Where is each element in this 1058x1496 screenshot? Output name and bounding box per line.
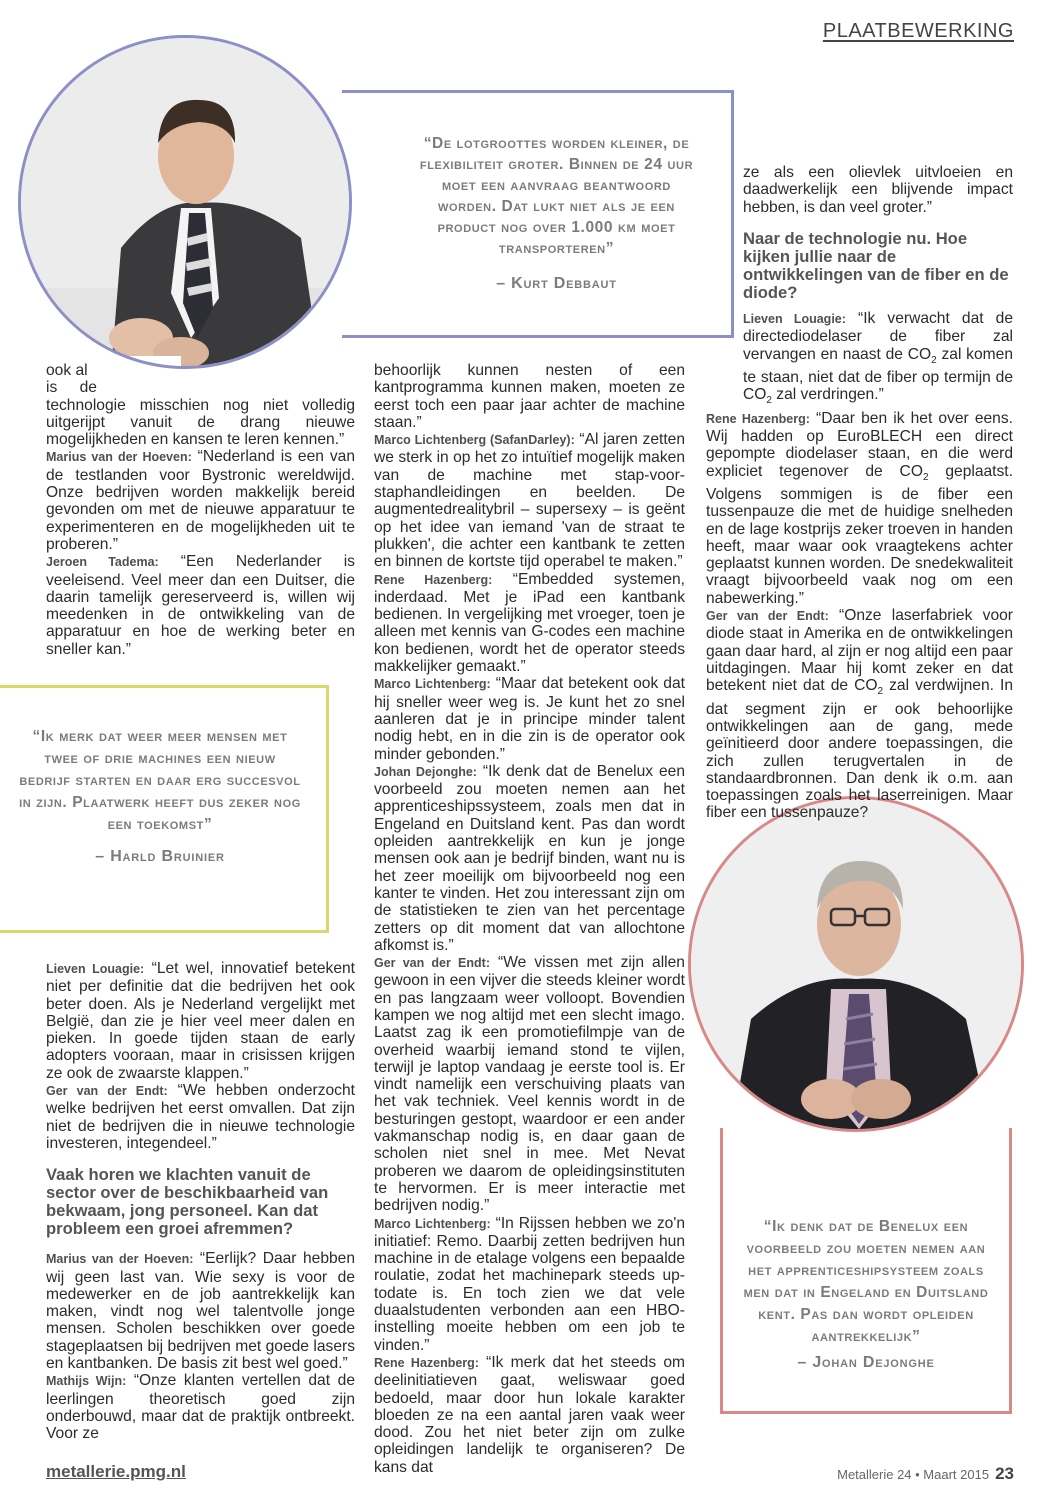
- speaker-name: Ger van der Endt:: [46, 1084, 168, 1099]
- paragraph: Marius van der Hoeven: “Nederland is een van de testlanden voor Bystronic wereldwijd. Onze bedrijven worden makkelijk bereid gevonden om met de nieuwe apparatuur te experimenteren en de mogelijkheden uit te proberen.”: [46, 448, 355, 553]
- speaker-name: Marco Lichtenberg (SafanDarley):: [374, 433, 575, 448]
- man-with-glasses-image: [691, 799, 1024, 1132]
- paragraph-intro: technologie misschien nog niet volledig uitgerijpt vanuit de drang nieuwe mogelijkheden en kansen te leren kennen.”: [46, 396, 355, 449]
- text-column-1: [46, 362, 355, 658]
- speaker-name: Rene Hazenberg:: [374, 1355, 479, 1370]
- footer-issue-info: [837, 1464, 1014, 1484]
- pullquote-left-author: – Harld Bruinier: [95, 848, 225, 865]
- paragraph: Lieven Louagie: “Let wel, innovatief betekent niet per definitie dat die bedrijven het ook beter doen. Als je Nederland vergelijkt met België, dan zie je hier veel meer dalen en pieken. In goede tijden staan de early adopters vooraan, maar in crisissen krijgen ze ook de zwaarste klappen.”: [46, 960, 356, 1082]
- footer-website-link[interactable]: metallerie.pmg.nl: [46, 1462, 186, 1481]
- paragraph: Rene Hazenberg: “Embedded systemen, inderdaad. Met je iPad een kantbank bedienen. In vergelijking met vroeger, toen je alleen met kennis van G-codes een machine kon bedienen, wordt het de operator steeds makkelijker gemaakt.”: [374, 570, 685, 676]
- speaker-name: Rene Hazenberg:: [706, 411, 810, 426]
- paragraph: Rene Hazenberg: “Daar ben ik het over eens. Wij hadden op EuroBLECH een direct gepompte diodelaser staan, en die werd expliciet tegenover de $CO_2$ geplaatst. Volgens sommigen is de fiber een tussenpauze die met de huidige snelheden en de lage kostprijs zeker troeven in handen heeft, maar waar ook vraagtekens achter geplaatst kunnen worden. De snedekwaliteit vraagt bijvoorbeeld vaak nog om een nabewerking.”: [706, 409, 1013, 607]
- pullquote-right-text: “Ik denk dat de Benelux een voorbeeld zou moeten nemen aan het apprenticeshipsysteem zoals men dat in Engeland en Duitsland kent. Pas dan wordt opleiden aantrekkelijk”: [743, 1218, 989, 1345]
- paragraph: Ger van der Endt: “We vissen met zijn allen gewoon in een vijver die steeds kleiner wordt en pas langzaam weer volloopt. Bovendien kampen we nog altijd met een slecht imago. Laatst zag ik een promotiefilmpje van de overheid waarbij iemand stond te vijlen, terwijl je laptop vandaag je eerste tool is. Er vindt namelijk een verschuiving plaats van het vak techniek. Veel kennis wordt in de besturingen gestopt, waardoor er een ander vakmanschap nodig is, en daar gaan de scholen niet snel in mee. Met Nevat proberen we daarom de opleidingsinstituten te hervormen. Er is meer interactie met bedrijven nodig.”: [374, 954, 685, 1215]
- speaker-name: Mathijs Wijn:: [46, 1374, 127, 1389]
- paragraph: Marco Lichtenberg: “Maar dat betekent ook dat hij sneller weer weg is. Je kunt het zo snel aanleren dat je in principe minder talent nodig hebt, en in die zin is de operator ook minder gebonden.”: [374, 675, 685, 763]
- pullquote-top-box: [342, 90, 734, 338]
- paragraph-intro-line1: ook al: [46, 362, 88, 379]
- paragraph: Johan Dejonghe: “Ik denk dat de Benelux een voorbeeld zou moeten nemen aan het apprenticeshipssysteem, zoals men dat in Engeland en Duitsland kent. Pas dan wordt opleiden aantrekkelijk en kun je jonge mensen ook aan je bedrijf binden, want nu is het zeer moeilijk om bijvoorbeeld nog een kanter te vinden. Het zou interessant zijn om de statistieken te zien van het percentage zetters op dit moment dat van allochtone afkomst is.”: [374, 762, 685, 954]
- portrait-photo-top: [18, 35, 352, 369]
- pullquote-right-box: [720, 1128, 1012, 1414]
- paragraph-intro-line2: is de: [46, 379, 97, 397]
- text-column-1-lower: [46, 960, 355, 1443]
- speaker-name: Lieven Louagie:: [743, 312, 846, 326]
- speaker-name: Marius van der Hoeven:: [46, 450, 192, 465]
- paragraph: Lieven Louagie: “Ik verwacht dat de directediodelaser de fiber zal vervangen en naast de $CO_2$ zal komen te staan, niet dat de fiber op termijn de $CO_2$ zal verdringen.”: [743, 310, 1014, 407]
- paragraph: Marius van der Hoeven: “Eerlijk? Daar hebben wij geen last van. Wie sexy is voor de medewerker en de job aantrekkelijk kan maken, vindt nog wel talentvolle jonge mensen. Scholen beschikken over goede stageplaatsen bij bedrijven met goede lasers en kantbanken. De basis zit best wel goed.”: [46, 1250, 356, 1373]
- pullquote-right-author: – Johan Dejonghe: [797, 1354, 935, 1371]
- paragraph: ze als een olievlek uitvloeien en daadwerkelijk een blijvende impact hebben, is dan veel groter.”: [743, 164, 1013, 216]
- pullquote-left-text: “Ik merk dat weer meer mensen met twee of drie machines een nieuw bedrijf starten en daar erg succesvol in zijn. Plaatwerk heeft dus zeker nog een toekomst”: [19, 728, 301, 833]
- pullquote-top-text: “De lotgroottes worden kleiner, de flexibiliteit groter. Binnen de 24 uur moet een aanvraag beantwoord worden. Dat lukt niet als je een product nog over 1.000 km moet transporteren”: [419, 135, 694, 257]
- page-number: 23: [995, 1464, 1014, 1483]
- interview-question: Naar de technologie nu. Hoe kijken jullie naar de ontwikkelingen van de fiber en de diode?: [743, 228, 1009, 302]
- speaker-name: Ger van der Endt:: [706, 609, 829, 624]
- paragraph: Marco Lichtenberg: “In Rijssen hebben we zo'n initiatief: Remo. Daarbij zetten bedrijven hun machine in de etalage volgens een bepaalde roulatie, zodat het machinepark steeds up-todate is. En toch zien we dat vele duaalstudenten verbonden aan een HBO-instelling moeite hebben om een job te vinden.”: [374, 1214, 685, 1354]
- issue-label: Metallerie 24 • Maart 2015: [837, 1467, 990, 1482]
- speaker-name: Johan Dejonghe:: [374, 764, 477, 779]
- speaker-name: Ger van der Endt:: [374, 956, 490, 971]
- text-column-2: [374, 362, 685, 1476]
- man-in-suit-image: [21, 38, 352, 369]
- paragraph: Ger van der Endt: “We hebben onderzocht welke bedrijven het eerst omvallen. Dat zijn niet de bedrijven die in nieuwe technologie investeren, integendeel.”: [46, 1082, 355, 1152]
- speaker-name: Marco Lichtenberg:: [374, 677, 491, 692]
- speaker-name: Lieven Louagie:: [46, 962, 145, 976]
- pullquote-left-box: [0, 685, 329, 933]
- speaker-name: Marius van der Hoeven:: [46, 1252, 194, 1267]
- portrait-photo-bottom: [688, 796, 1024, 1132]
- paragraph: behoorlijk kunnen nesten of een kantprogramma kunnen maken, moeten ze eerst toch een paar jaar achter de machine staan.”: [374, 362, 685, 431]
- paragraph: Marco Lichtenberg (SafanDarley): “Al jaren zetten we sterk in op het zo intuïtief mogelijk maken van de machine met stap-voor-staphandleidingen en beelden. De augmentedrealitybril – supersexy – is geënt op het idee van iemand 'van de straat te plukken', die achter een kantbank te zetten en binnen de kortste tijd operabel te maken.”: [374, 431, 686, 571]
- paragraph: Jeroen Tadema: “Een Nederlander is veeleisend. Veel meer dan een Duitser, die daarin tamelijk gereserveerd is, willen wij meedenken in de ontwikkeling van de apparatuur en hoe de werking beter en sneller kan.”: [46, 553, 355, 658]
- pullquote-top-author: – Kurt Debbaut: [496, 275, 617, 292]
- speaker-name: Jeroen Tadema:: [46, 555, 159, 570]
- paragraph: Mathijs Wijn: “Onze klanten vertellen dat de leerlingen theoretisch goed zijn onderbouwd, maar dat de praktijk ontbreekt. Voor ze: [46, 1372, 356, 1443]
- speaker-name: Rene Hazenberg:: [374, 572, 493, 587]
- paragraph: Rene Hazenberg: “Ik merk dat het steeds om deelinitiatieven gaat, weliswaar goed bedoeld, maar door hun lokale karakter bloeden ze na een aantal jaren vaak weer dood. Zou het niet beter zijn om zulke opleidingen landelijk te organiseren? De kans dat: [374, 1353, 686, 1476]
- section-label: PLAATBEWERKING: [822, 20, 1014, 42]
- text-column-3-lower: [706, 310, 1013, 822]
- interview-question: Vaak horen we klachten vanuit de sector over de beschikbaarheid van bekwaam, jong personeel. Kan dat probleem een groei afremmen?: [46, 1165, 329, 1239]
- paragraph: Ger van der Endt: “Onze laserfabriek voor diode staat in Amerika en de ontwikkelingen gaan daar hard, al zijn er nog altijd een paar uitdagingen. Maar hij komt zeker en dat betekent niet dat de $CO_2$ zal verdwijnen. In dat segment zijn er ook behoorlijke ontwikkelingen aan de gang, mede geïnitieerd door andere toepassingen, die zich zullen terugvertalen in de standaardbronnen. Dan denk ik o.m. aan toepassingen zoals het laserreinigen. Maar fiber een tussenpauze?: [706, 607, 1013, 822]
- speaker-name: Marco Lichtenberg:: [374, 1216, 491, 1231]
- text-column-3: [743, 164, 1013, 314]
